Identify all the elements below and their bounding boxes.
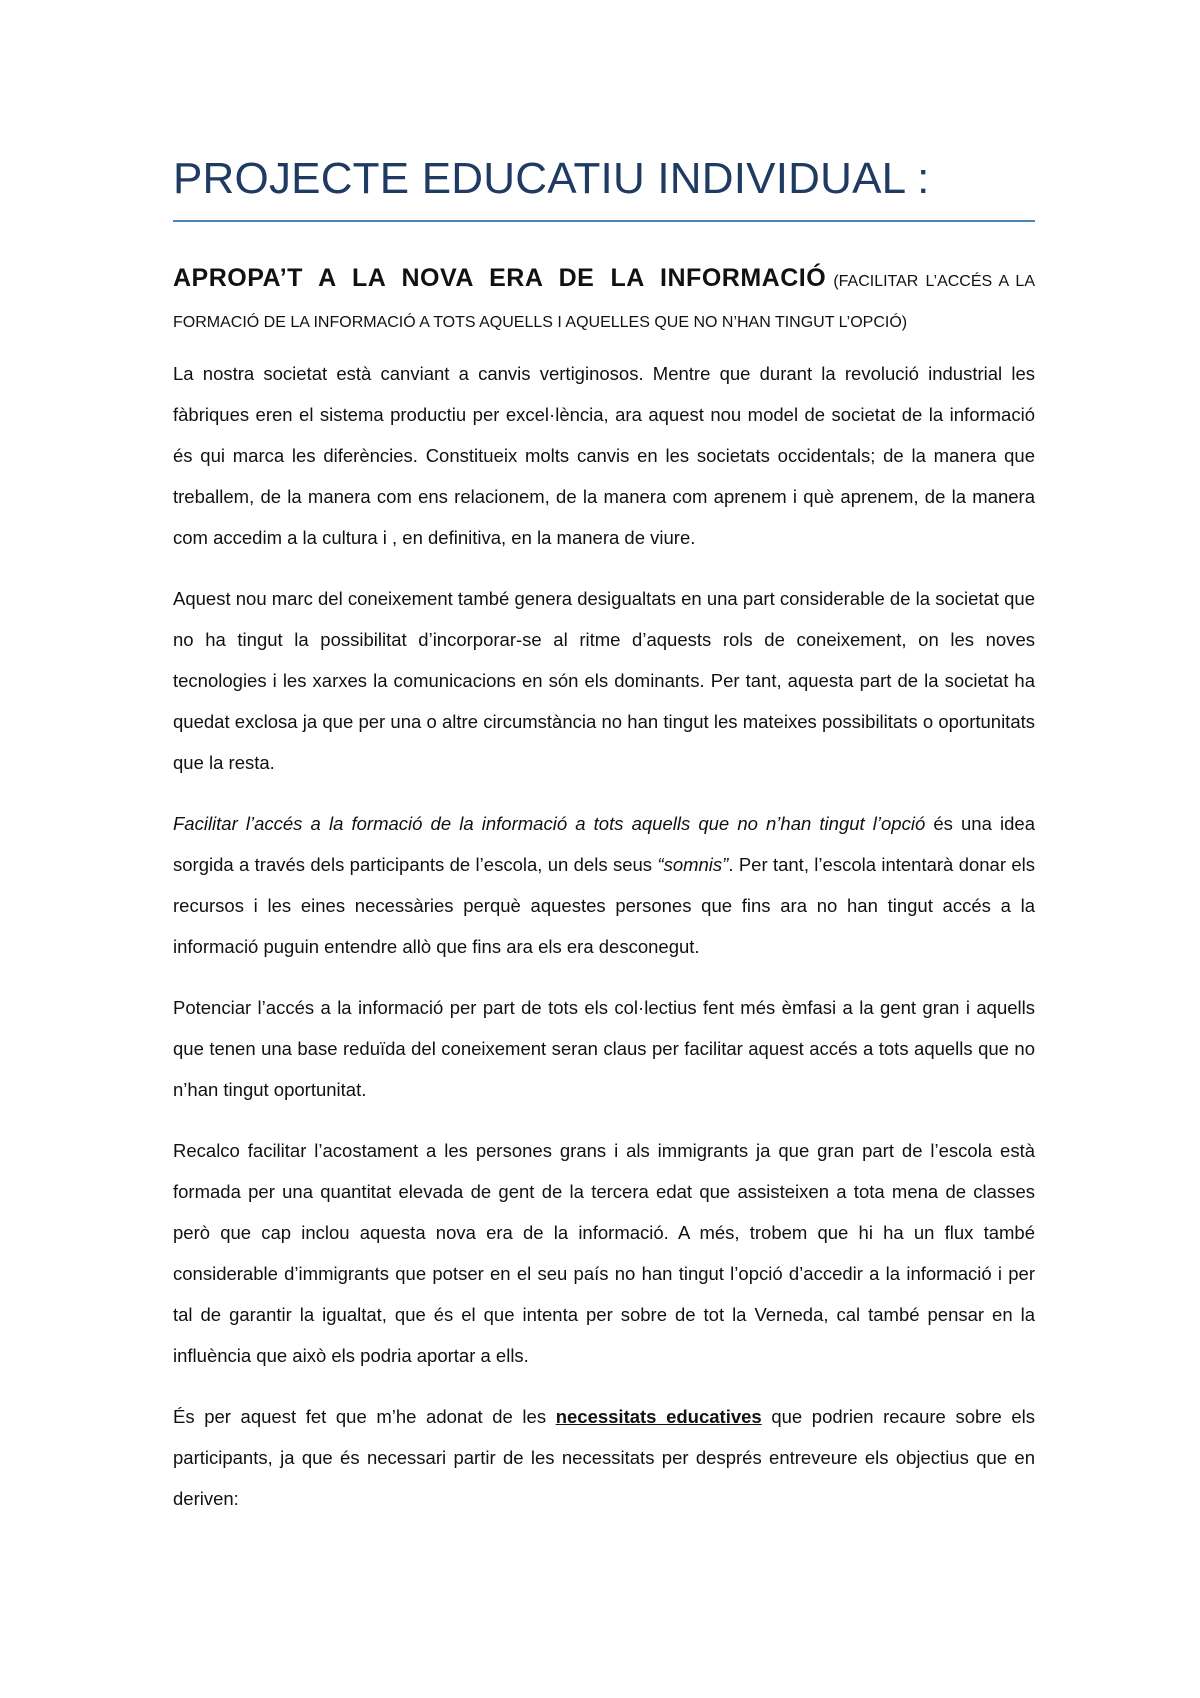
paragraph-5: Recalco facilitar l’acostament a les persones grans i als immigrants ja que gran part de l’escola està formada per una quantitat elevada de gent de la tercera edat que assisteixen a tota mena de classes però que cap inclou aquesta nova era de la informació. A més, trobem que hi ha un flux també considerable d’immigrants que potser en el seu país no han tingut l’opció d’accedir a la informació i per tal de garantir la igualtat, que és el que intenta per sobre de tot la Verneda, cal també pensar en la influència que això els podria aportar a ells.	[173, 1140, 1035, 1366]
document-subtitle: APROPA’T A LA NOVA ERA DE LA INFORMACIÓ	[173, 264, 827, 292]
title-divider	[173, 220, 1035, 222]
paragraph-3-middle: és una idea sorgida a través dels participants de l’escola, un dels seus	[173, 813, 1035, 875]
paragraph-2: Aquest nou marc del coneixement també genera desigualtats en una part considerable de la societat que no ha tingut la possibilitat d’incorporar-se al ritme d’aquests rols de coneixement, on les noves tecnologies i les xarxes la comunicacions en són els dominants. Per tant, aquesta part de la societat ha quedat exclosa ja que per una o altre circumstància no han tingut les mateixes possibilitats o oportunitats que la resta.	[173, 588, 1035, 773]
paragraph-4: Potenciar l’accés a la informació per part de tots els col·lectius fent més èmfasi a la gent gran i aquells que tenen una base reduïda del coneixement seran claus per facilitar aquest accés a tots aquells que no n’han tingut oportunitat.	[173, 997, 1035, 1100]
document-title: PROJECTE EDUCATIU INDIVIDUAL :	[173, 154, 930, 203]
paragraph-6	[173, 1396, 1035, 1519]
subtitle-block	[173, 258, 1035, 343]
paragraph-6-end: que podrien recaure sobre els participants, ja que és necessari partir de les necessitats per després entreveure els objectius que en deriven:	[173, 1406, 1035, 1509]
paragraph-6-start: És per aquest fet que m’he adonat de les	[173, 1406, 556, 1427]
paragraph-3-end: . Per tant, l’escola intentarà donar els recursos i les eines necessàries perquè aquestes persones que fins ara no han tingut accés a la informació puguin entendre allò que fins ara els era desconegut.	[173, 854, 1036, 957]
paragraph-3	[173, 803, 1035, 967]
paragraph-3-quote: “somnis”	[657, 854, 729, 875]
paragraph-3-italic-lead: Facilitar l’accés a la formació de la informació a tots aquells que no n’han tingut l’opció	[173, 813, 926, 834]
paragraph-1: La nostra societat està canviant a canvis vertiginosos. Mentre que durant la revolució industrial les fàbriques eren el sistema productiu per excel·lència, ara aquest nou model de societat de la informació és qui marca les diferències. Constitueix molts canvis en les societats occidentals; de la manera que treballem, de la manera com ens relacionem, de la manera com aprenem i què aprenem, de la manera com accedim a la cultura i , en definitiva, en la manera de viure.	[173, 363, 1035, 548]
subtitle-note: (FACILITAR L’ACCÉS A LA FORMACIÓ DE LA INFORMACIÓ A TOTS AQUELLS I AQUELLES QUE NO N’HAN TINGUT L’OPCIÓ)	[173, 273, 1035, 331]
paragraph-6-emphasis: necessitats educatives	[555, 1406, 762, 1427]
